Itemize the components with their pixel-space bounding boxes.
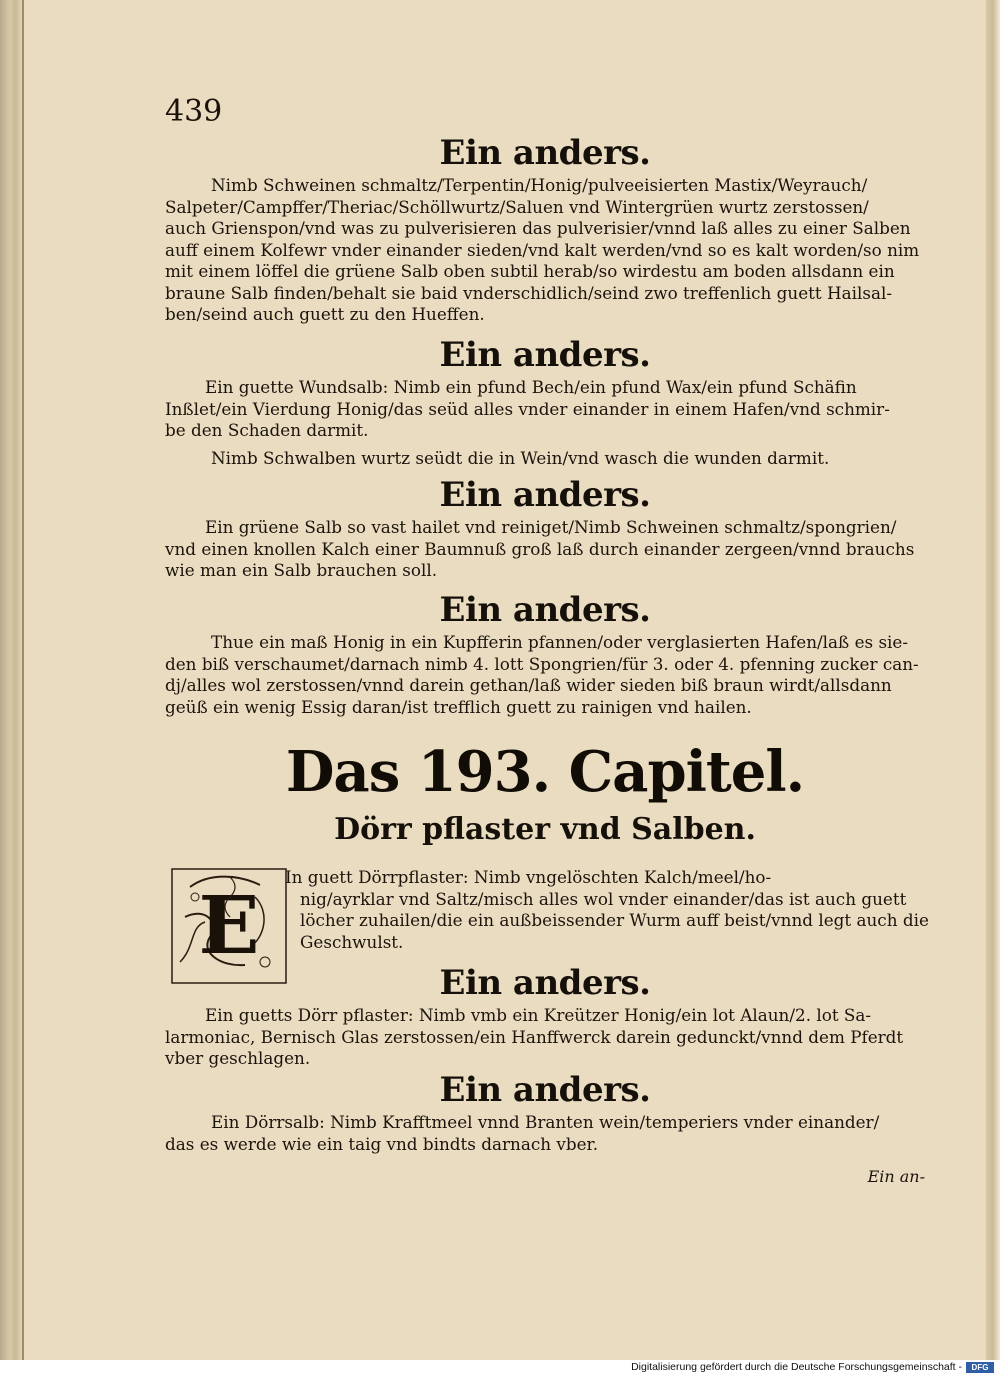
text-line: Ein guetts Dörr pflaster: Nimb vmb ein Kreützer Honig/ein lot Alaun/2. lot Sa- [205,1005,872,1025]
section-5 [165,963,925,1070]
text-line: vnd einen knollen Kalch einer Baumnuß groß laß durch einander zergeen/vnnd brauchs [165,538,915,559]
text-line: Ein Dörrsalb: Nimb Krafftmeel vnnd Branten wein/temperiers vnder einander/ [211,1112,880,1132]
text-line: auff einem Kolfewr vnder einander sieden/vnd kalt werden/vnd so es kalt worden/so nim [165,239,920,260]
section-2 [165,335,925,469]
page-stack-edge [986,0,1000,1360]
chapter-subtitle: Dörr pflaster vnd Salben. [334,812,756,847]
section-text [165,632,925,718]
chapter-title: Das 193. Capitel. [285,739,805,805]
text-line: nig/ayrklar vnd Saltz/misch alles wol vnder einander/das ist auch guett [300,888,907,909]
text-line: das es werde wie ein taig vnd bindts darnach vber. [165,1133,599,1154]
section-text [165,377,925,469]
text-line: Salpeter/Campffer/Theriac/Schöllwurtz/Saluen vnd Wintergrüen wurtz zerstossen/ [165,196,869,217]
text-line: Ein grüene Salb so vast hailet vnd reiniget/Nimb Schweinen schmaltz/spongrien/ [205,517,897,537]
text-line: den biß verschaumet/darnach nimb 4. lott Spongrien/für 3. oder 4. pfenning zucker can- [165,653,919,674]
text-line: Nimb Schweinen schmaltz/Terpentin/Honig/pulveeisierten Mastix/Weyrauch/ [211,175,868,195]
text-line: be den Schaden darmit. [165,420,369,440]
text-line: Thue ein maß Honig in ein Kupfferin pfannen/oder verglasierten Hafen/laß es sie- [211,632,909,652]
text-line: braune Salb finden/behalt sie baid vnderschidlich/seind zwo treffenlich guett Hailsal- [165,282,893,303]
section-4 [165,590,925,718]
page-number: 439 [165,94,223,129]
section-heading: Ein anders. [439,475,651,515]
text-line: Geschwulst. [300,931,404,952]
text-line: Inßlet/ein Vierdung Honig/das seüd alles vnder einander in einem Hafen/vnd schmir- [165,398,890,419]
text-line: dj/alles wol zerstossen/vnnd darein gethan/laß wider sieden biß braun wirdt/allsdann [165,675,892,695]
section-1 [165,133,925,326]
text-line: In guett Dörrpflaster: Nimb vngelöschten Kalch/meel/ho- [285,867,772,887]
text-line: mit einem löffel die grüene Salb oben subtil herab/so wirdestu am boden allsdann ein [165,261,895,281]
dfg-logo-icon: DFG [966,1362,994,1373]
section-heading: Ein anders. [439,335,651,375]
section-heading: Ein anders. [439,963,651,1003]
text-line: geüß ein wenig Essig daran/ist trefflich guett zu rainigen vnd hailen. [165,696,752,717]
text-line: löcher zuhailen/die ein außbeissender Wurm auff beist/vnnd legt auch die [300,910,929,930]
text-line: Ein guette Wundsalb: Nimb ein pfund Bech/ein pfund Wax/ein pfund Schäfin [205,377,857,397]
text-line: Nimb Schwalben wurtz seüdt die in Wein/vnd wasch die wunden darmit. [211,447,830,468]
section-text [165,175,925,326]
gutter-shadow [22,0,24,1360]
section-text [165,1112,925,1155]
text-line: vber geschlagen. [165,1048,311,1068]
section-text [165,517,925,582]
section-heading: Ein anders. [439,1070,651,1110]
section-heading: Ein anders. [439,133,651,173]
footer-bar [0,1360,1000,1375]
text-line: larmoniac, Bernisch Glas zerstossen/ein Hanffwerck darein gedunckt/vnnd dem Pferdt [165,1026,904,1047]
catchword: Ein an- [867,1167,925,1186]
section-text [165,1005,925,1070]
footer-credit: Digitalisierung gefördert durch die Deutsche Forschungsgemeinschaft - [631,1361,962,1373]
book-gutter [0,0,22,1360]
section-heading: Ein anders. [439,590,651,630]
text-line: wie man ein Salb brauchen soll. [165,560,438,580]
svg-text:E: E [198,878,260,972]
text-line: ben/seind auch guett zu den Hueffen. [165,304,485,324]
text-line: auch Grienspon/vnd was zu pulverisieren das pulverisier/vnnd laß alles zu einer Salben [165,218,911,238]
chapter-heading [165,740,925,848]
section-6 [165,1070,925,1155]
section-3 [165,475,925,582]
